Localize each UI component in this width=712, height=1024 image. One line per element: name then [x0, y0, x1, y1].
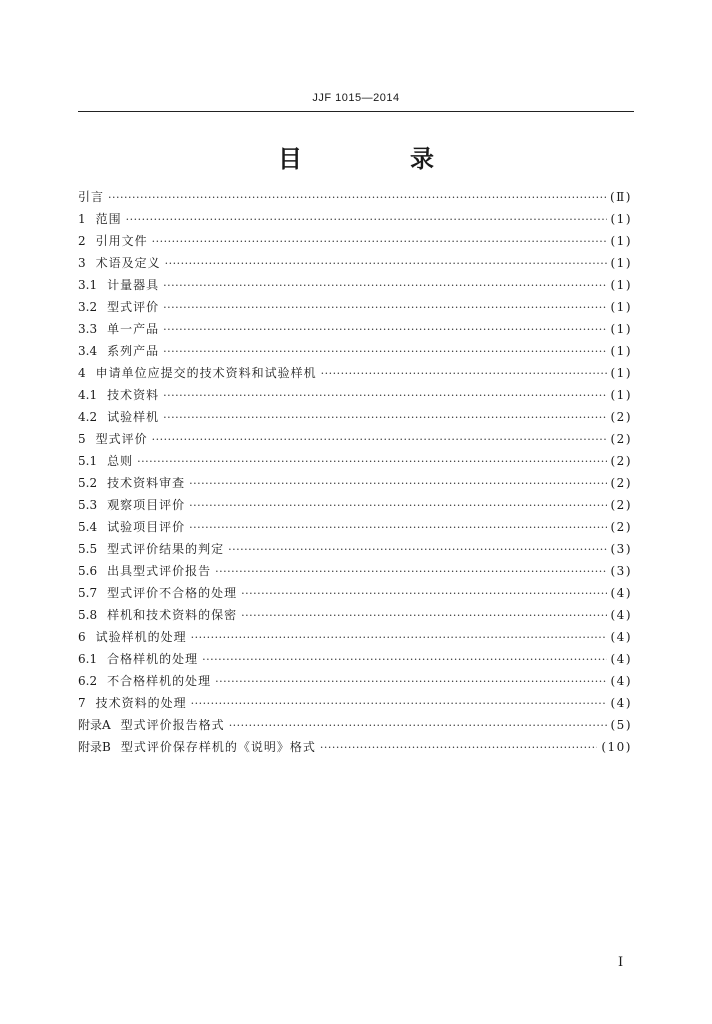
toc-entry-title: 试验项目评价 [107, 520, 186, 534]
toc-entry-title: 引言 [78, 190, 105, 204]
toc-dot-leader [163, 341, 606, 363]
toc-dot-leader [189, 473, 606, 495]
toc-entry-number: 附录A [78, 718, 111, 732]
page-number: I [618, 955, 624, 970]
toc-entry-number: 2 [78, 234, 86, 248]
toc-entry-title: 试验样机 [107, 410, 160, 424]
toc-entry-page: (1) [610, 300, 632, 314]
toc-entry-number: 3 [78, 256, 86, 270]
toc-dot-leader [189, 517, 606, 539]
toc-entry[interactable] [78, 340, 632, 362]
toc-entry-number: 5 [78, 432, 86, 446]
running-header: JJF 1015—2014 [312, 92, 400, 104]
toc-dot-leader [191, 627, 607, 649]
toc-entry-page: (Ⅱ) [609, 190, 632, 204]
toc-entry-title: 技术资料审查 [107, 476, 186, 490]
toc-entry-title: 术语及定义 [95, 256, 161, 270]
toc-entry-page: (1) [610, 234, 632, 248]
toc-entry-number: 5.7 [78, 586, 98, 600]
toc-entry-number: 5.3 [78, 498, 98, 512]
toc-dot-leader [126, 209, 607, 231]
toc-entry[interactable] [78, 626, 632, 648]
toc-entry-page: (4) [610, 630, 632, 644]
toc-entry-title: 型式评价报告格式 [120, 718, 225, 732]
toc-entry-title: 范围 [95, 212, 122, 226]
toc-entry-title: 型式评价 [107, 300, 160, 314]
toc-entry-number: 1 [78, 212, 86, 226]
toc-dot-leader [241, 605, 606, 627]
toc-entry-title: 总则 [107, 454, 134, 468]
toc-entry-page: (4) [610, 674, 632, 688]
toc-entry-page: (4) [610, 586, 632, 600]
toc-entry[interactable] [78, 648, 632, 670]
toc-entry-page: (2) [610, 476, 632, 490]
toc-title: 目 录 [278, 145, 476, 173]
toc-dot-leader [191, 693, 607, 715]
toc-entry-number: 4 [78, 366, 86, 380]
toc-entry-title: 系列产品 [107, 344, 160, 358]
toc-entry-page: (4) [610, 608, 632, 622]
toc-entry-title: 单一产品 [107, 322, 160, 336]
toc-entry[interactable] [78, 252, 632, 274]
toc-entry-title: 技术资料 [107, 388, 160, 402]
toc-entry-page: (1) [610, 344, 632, 358]
toc-dot-leader [137, 451, 606, 473]
toc-dot-leader [152, 231, 607, 253]
toc-dot-leader [165, 253, 607, 275]
toc-entry-page: (2) [610, 410, 632, 424]
toc-entry-page: (2) [610, 520, 632, 534]
toc-entry-page: (2) [610, 454, 632, 468]
toc-entry-page: (1) [610, 388, 632, 402]
toc-entry[interactable] [78, 582, 632, 604]
toc-entry-number: 7 [78, 696, 86, 710]
toc-entry-page: (4) [610, 652, 632, 666]
toc-entry[interactable] [78, 494, 632, 516]
toc-entry-page: (4) [610, 696, 632, 710]
toc-entry-number: 4.2 [78, 410, 98, 424]
toc-entry-number: 5.5 [78, 542, 98, 556]
toc-entry[interactable] [78, 296, 632, 318]
toc-entry-title: 型式评价保存样机的《说明》格式 [120, 740, 316, 754]
toc-entry[interactable] [78, 538, 632, 560]
toc-entry[interactable] [78, 736, 632, 758]
toc-entry-number: 3.1 [78, 278, 98, 292]
toc-entry-number: 5.1 [78, 454, 98, 468]
toc-dot-leader [163, 385, 606, 407]
toc-dot-leader [241, 583, 606, 605]
toc-dot-leader [202, 649, 606, 671]
toc-entry-page: (10) [601, 740, 632, 754]
toc-entry[interactable] [78, 186, 632, 208]
toc-entry[interactable] [78, 670, 632, 692]
toc-entry-title: 出具型式评价报告 [107, 564, 212, 578]
toc-dot-leader [320, 737, 598, 759]
toc-entry[interactable] [78, 714, 632, 736]
toc-entry-title: 观察项目评价 [107, 498, 186, 512]
toc-entry-number: 6 [78, 630, 86, 644]
toc-entry-page: (1) [610, 322, 632, 336]
toc-entry[interactable] [78, 384, 632, 406]
toc-dot-leader [163, 275, 606, 297]
toc-entry-page: (1) [610, 212, 632, 226]
toc-entry-number: 3.4 [78, 344, 98, 358]
toc-entry-title: 不合格样机的处理 [107, 674, 212, 688]
toc-entry-title: 计量器具 [107, 278, 160, 292]
toc-entry-number: 6.2 [78, 674, 98, 688]
toc-entry-page: (2) [610, 498, 632, 512]
toc-entry-number: 3.3 [78, 322, 98, 336]
toc-entry[interactable] [78, 560, 632, 582]
toc-entry[interactable] [78, 516, 632, 538]
toc-entry-page: (3) [610, 564, 632, 578]
toc-entry[interactable] [78, 692, 632, 714]
toc-entry-number: 3.2 [78, 300, 98, 314]
toc-entry[interactable] [78, 450, 632, 472]
toc-dot-leader [163, 297, 606, 319]
toc-dot-leader [189, 495, 606, 517]
toc-entry-number: 6.1 [78, 652, 98, 666]
toc-entry-number: 5.8 [78, 608, 98, 622]
toc-entry[interactable] [78, 208, 632, 230]
toc-entry-title: 样机和技术资料的保密 [107, 608, 238, 622]
toc-entry[interactable] [78, 472, 632, 494]
toc-entry-title: 型式评价 [95, 432, 148, 446]
toc-entry[interactable] [78, 274, 632, 296]
toc-dot-leader [163, 319, 606, 341]
toc-entry-page: (1) [610, 256, 632, 270]
toc-dot-leader [215, 561, 606, 583]
toc-entry-page: (5) [610, 718, 632, 732]
toc-entry-page: (1) [610, 366, 632, 380]
toc-dot-leader [228, 539, 606, 561]
toc-entry-title: 型式评价结果的判定 [107, 542, 225, 556]
toc-entry-number: 5.2 [78, 476, 98, 490]
toc-entry-title: 技术资料的处理 [95, 696, 187, 710]
toc-dot-leader [163, 407, 606, 429]
toc-entry[interactable] [78, 318, 632, 340]
toc-entry-title: 试验样机的处理 [95, 630, 187, 644]
toc-entry-title: 引用文件 [95, 234, 148, 248]
toc-entry-number: 5.6 [78, 564, 98, 578]
toc-entry-page: (2) [610, 432, 632, 446]
toc-entry-number: 5.4 [78, 520, 98, 534]
toc-entry-number: 附录B [78, 740, 111, 754]
toc-entry-page: (1) [610, 278, 632, 292]
header-divider [78, 111, 634, 112]
toc-entry[interactable] [78, 406, 632, 428]
toc-entry[interactable] [78, 604, 632, 626]
toc-entry-title: 合格样机的处理 [107, 652, 199, 666]
toc-dot-leader [321, 363, 607, 385]
toc-dot-leader [108, 187, 606, 209]
toc-entry-title: 型式评价不合格的处理 [107, 586, 238, 600]
toc-entry-number: 4.1 [78, 388, 98, 402]
toc-dot-leader [152, 429, 607, 451]
toc-entry-title: 申请单位应提交的技术资料和试验样机 [95, 366, 317, 380]
toc-dot-leader [229, 715, 607, 737]
toc-entry-page: (3) [610, 542, 632, 556]
toc-entry[interactable] [78, 362, 632, 384]
toc-entry[interactable] [78, 230, 632, 252]
toc-entry[interactable] [78, 428, 632, 450]
table-of-contents [78, 186, 632, 758]
toc-dot-leader [215, 671, 606, 693]
